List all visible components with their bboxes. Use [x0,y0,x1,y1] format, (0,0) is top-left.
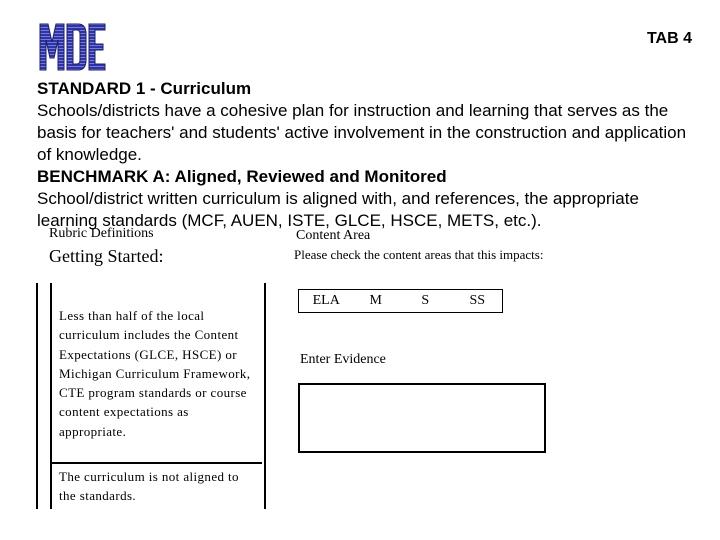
mde-logo-icon [38,20,108,72]
standard-description: Schools/districts have a cohesive plan for instruction and learning that serves as the basis for teachers' and students' active involvement in the construction and application of knowledge. [37,101,687,164]
content-option-social-studies[interactable]: SS [469,293,486,308]
rubric-item: The curriculum is not aligned to the standards. [59,469,239,504]
rubric-divider [52,462,262,464]
rubric-level: Getting Started: [49,246,164,266]
content-area-prompt: Please check the content areas that this impacts: [294,247,544,262]
evidence-field[interactable] [298,383,546,453]
content-option-science[interactable]: S [421,293,430,308]
evidence-label: Enter Evidence [300,352,386,367]
benchmark-heading: BENCHMARK A: Aligned, Reviewed and Monitored [37,167,447,186]
content-area-options [298,289,503,313]
content-option-ela[interactable]: ELA [312,293,340,308]
standard-heading: STANDARD 1 - Curriculum [37,79,252,98]
rubric-title: Rubric Definitions [49,226,154,241]
rubric-inner-border [50,283,52,509]
content-area-title: Content Area [296,228,371,243]
content-option-math[interactable]: M [369,293,382,308]
benchmark-text: School/district written curriculum is aligned with, and references, the appropriate learning standards (MCF, AUEN, ISTE, GLCE, HSCE, METS, etc.). [37,189,639,230]
standard-section [37,78,697,232]
tab-label: TAB 4 [646,30,692,47]
rubric-item: Less than half of the local curriculum includes the Content Expectations (GLCE, HSCE) or Michigan Curriculum Framework, CTE program standards or course content expectations as appropriate. [59,308,251,439]
